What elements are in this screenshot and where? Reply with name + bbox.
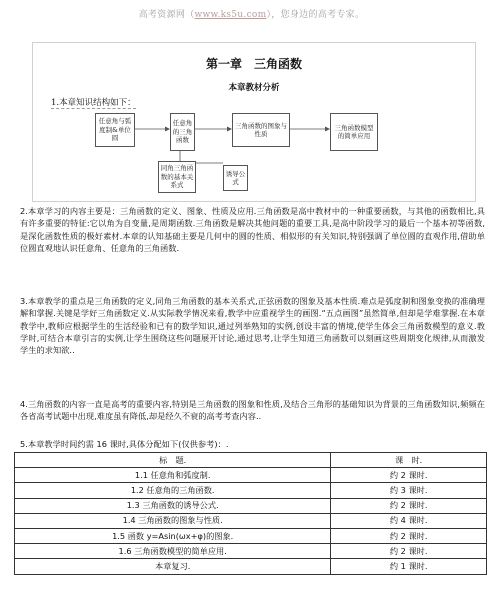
row-hours: 约 4 课时. — [331, 513, 487, 528]
table-row — [15, 528, 487, 543]
row-title: 1.6 三角函数模型的简单应用. — [15, 544, 331, 559]
table-row — [15, 483, 487, 498]
watermark-prefix: 高考资源网（ — [138, 10, 195, 20]
node-trig-model: 三角函数模型的简单应用 — [330, 113, 378, 151]
schedule-table — [14, 452, 487, 575]
structure-heading: 1.本章知识结构如下： — [51, 98, 136, 108]
row-title: 1.3 三角函数的诱导公式. — [15, 498, 331, 513]
row-hours: 约 2 课时. — [331, 544, 487, 559]
node-angle-radian: 任意角与弧度制&单位圆 — [95, 113, 135, 147]
node-basic-relations: 同角三角函数的基本关系式 — [158, 161, 196, 193]
table-row — [15, 468, 487, 483]
row-hours: 约 3 课时. — [331, 483, 487, 498]
watermark-suffix: ），您身边的高考专家。 — [266, 10, 365, 20]
watermark-header — [0, 7, 503, 20]
table-header-row — [15, 453, 487, 468]
table-row — [15, 559, 487, 574]
header-hours: 课 时. — [331, 453, 487, 468]
paragraph-content-overview: 2.本章学习的内容主要是：三角函数的定义、图象、性质及应用.三角函数是高中教材中的一种重要函数，与其他的函数相比,具有许多重要的特征:它以角为自变量,是周期函数.三角函数是解决其他问题的重要工具,是高中阶段学习的最后一个基本初等函数,是深化函数性质的极好素材.本章的认知基础主要是几何中的圆的性质、相似形的有关知识,特别强调了单位圆的直观作用,借助单位圆直观地认识任意角、任意角的三角函数. — [20, 206, 485, 253]
document-page — [10, 40, 493, 595]
row-title: 1.5 函数 y=Asin(ωx+φ)的图象. — [15, 528, 331, 543]
table-row — [15, 498, 487, 513]
node-induction-formula: 诱导公式 — [223, 165, 248, 191]
node-trig-function: 任意角的三角函数 — [170, 113, 195, 151]
row-title: 本章复习. — [15, 559, 331, 574]
row-title: 1.4 三角函数的图象与性质. — [15, 513, 331, 528]
schedule-table-wrap — [14, 452, 487, 575]
paragraph-key-points: 3.本章教学的重点是三角函数的定义,同角三角函数的基本关系式,正弦函数的图象及基本性质.难点是弧度制和图象变换的准确理解和掌握.关键是学好三角函数定义.从实际教学情况来看,教学中应重视学生的画图.“五点画图”虽然简单,但却是学难掌握.在本章教学中,教师应根据学生的生活经验和已有的数学知识,通过列举熟知的实例,创设丰富的情境,使学生体会三角函数模型的意义.教学时,可结合本章引言的实例,让学生围绕这些问题展开讨论,通过思考,让学生知道三角函数可以刻画这些周期变化规律,从而激发学生的求知欲.. — [20, 296, 485, 356]
paragraph-time-allocation: 5.本章教学时间约需 16 课时,具体分配如下(仅供参考)：. — [20, 439, 229, 449]
chapter-title: 第一章 三角函数 — [205, 57, 302, 71]
watermark-site: www.ks5u.com — [194, 10, 267, 20]
chapter-subtitle: 本章教材分析 — [228, 83, 280, 93]
table-row — [15, 544, 487, 559]
node-graph-properties: 三角函数的图象与性质 — [232, 113, 290, 147]
header-title: 标 题. — [15, 453, 331, 468]
row-hours: 约 2 课时. — [331, 498, 487, 513]
structure-figure — [32, 42, 476, 202]
table-row — [15, 513, 487, 528]
row-hours: 约 1 课时. — [331, 559, 487, 574]
row-hours: 约 2 课时. — [331, 468, 487, 483]
row-hours: 约 2 课时. — [331, 528, 487, 543]
paragraph-exam-importance: 4.三角函数的内容一直是高考的重要内容,特别是三角函数的图象和性质,及结合三角形的基础知识为背景的三角函数知识,频频在各省高考试题中出现,难度虽有降低,却是经久不衰的高考考查内容.. — [20, 399, 485, 422]
row-title: 1.1 任意角和弧度制. — [15, 468, 331, 483]
row-title: 1.2 任意角的三角函数. — [15, 483, 331, 498]
